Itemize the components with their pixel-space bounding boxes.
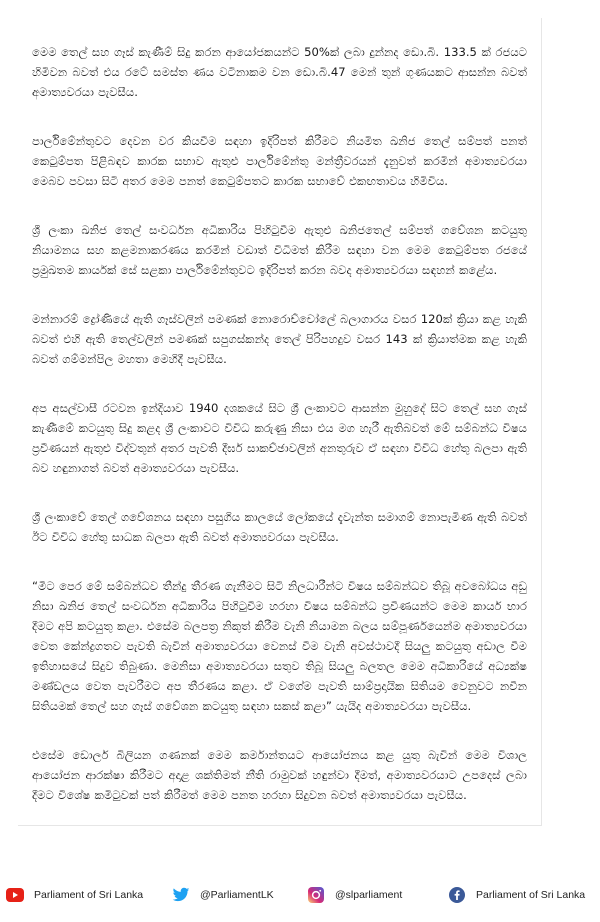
youtube-label: Parliament of Sri Lanka: [34, 889, 144, 901]
paragraph-2: පාර්ලිමේන්තුවට දෙවන වර කියවීම සඳහා ඉදිරිපත් කිරීමට නියමිත ඛනිජ තෙල් සම්පත් පනත් කෙටුම්පත පිළිබඳව කාරක සභාව ඇතුළු පාර්ලිමේන්තු මන්ත්‍රීවරයන් දැනුවත් කරමින් අමාත්‍යවරයා මෙබව පවසා සිටි අතර මෙම පනත් කෙටුම්පතට කාරක සභාවේ එකඟතාවය හිමිවිය.: [32, 134, 527, 188]
youtube-icon: [6, 886, 24, 904]
twitter-icon: [172, 886, 190, 904]
facebook-link[interactable]: [448, 880, 585, 910]
facebook-icon: [448, 886, 466, 904]
instagram-link[interactable]: [307, 880, 402, 910]
paragraph-5: අප අසල්වාසී රටවන ඉන්දියාව 1940 දශකයේ සිට ශ්‍රී ලංකාවට ආසන්න මුහුදේ සිට තෙල් සහ ගෑස් කැණීමේ කටයුතු සිදු කළද ශ්‍රී ලංකාවට විවිධ කරුණු නිසා එය මග හැරී ඇතිබවත් මේ සම්බන්ධ විෂය ප්‍රවීණයන් ඇතුළු විද්වතුන් අතර පැවති දීර්ඝ සාකච්ඡාවලින් අනතුරුව ඒ සඳහා විවිධ හේතු බලපා ඇති බව හඳුනාගත් බවත් අමාත්‍යවරයා පැවසීය.: [32, 401, 527, 475]
twitter-label: @ParliamentLK: [200, 889, 274, 901]
paragraph-3: ශ්‍රී ලංකා ඛනිජ තෙල් සංවර්ධන අධිකාරිය පිහිටුවීම ඇතුළු ඛනිජතෙල් සම්පත් ගවේශන කටයුතු නියාමනය සහ කළමනාකරණය කරමින් වඩාත් විධිමත් කිරීම සඳහා වන මෙම කෙටුම්පත රජයේ ප්‍රමුඛතම කාර්යක් සේ සළකා පාර්ලිමේන්තුවට ඉදිරිපත් කරන බවද අමාත්‍යවරයා සඳහන් කළේය.: [32, 223, 527, 277]
twitter-link[interactable]: [172, 880, 274, 910]
social-footer: [0, 880, 600, 910]
paragraph-1: මෙම තෙල් සහ ගෑස් කැණීම් සිදු කරන ආයෝජකයන්ට 50%ක් ලබා දුන්නද ඩො.බි. 133.5 ක් රජයට හිමිවන බවත් එය රටේ සමස්ත ණය වටිනාකම වන ඩො.බි.47 මෙන් තුන් ගුණයකට ආසන්න බවත් අමාත්‍යවරයා පැවසීය.: [32, 45, 527, 99]
article-body: [18, 18, 542, 826]
instagram-icon: [307, 886, 325, 904]
paragraph-6: ශ්‍රී ලංකාවේ තෙල් ගවේශනය සඳහා පසුගිය කාලයේ ලෝකයේ දැවැන්ත සමාගම් නොපැමිණ ඇති බවත් ඊට විවිධ හේතු සාධක බලපා ඇති බවත් අමාත්‍යවරයා පැවසීය.: [32, 510, 527, 544]
paragraph-4: මන්නාරම් ද්‍රෝණියේ ඇති ගෑස්වලින් පමණක් නොරොච්චෝලේ බලාගාරය වසර 120ක් ක්‍රියා කළ හැකි බවත් එහි ඇති තෙල්වලින් පමණක් සපුගස්කන්ද තෙල් පිරිපහදුව වසර 143 ක් ක්‍රියාත්මක කළ හැකි බවත් ගම්මන්පිල මහතා මෙහිදී පැවසීය.: [32, 312, 527, 366]
facebook-label: Parliament of Sri Lanka: [476, 889, 586, 901]
paragraph-7: “මීට පෙර මේ සම්බන්ධව තීන්දු තීරණ ගැනීමට සිටි නිලධාරීන්ට විෂය සම්බන්ධව තිබූ අවබෝධය අඩු නිසා ඛනිජ තෙල් සංවර්ධන අධිකාරිය පිහිටුවීම හරහා විෂය සම්බන්ධ ප්‍රවීණයන්ට මෙම කාර්ය භාර දීමට අපි කටයුතු කළා. එසේම බලපත්‍ර නිකුත් කිරීම වැනි නියාමන බලය සම්පූර්ණයෙන්ම අමාත්‍යවරයා වෙත කේන්ද්‍රගතව පැවති බැවින් අමාත්‍යවරයා වෙනස් වීම වැනි අවස්ථාවදී සියලු කටයුතු අඩාල වීම ඉතිහාසයේ සිදුව තිබුණා. මෙනිසා අමාත්‍යවරයා සතුව තිබූ සියලු බලතල මෙම අධිකාරියේ අධ්‍යක්ෂ මණ්ඩලය වෙත පැවරීමට අප තීරණය කළා. ඒ වගේම පැවති සාම්ප්‍රදායික සිතියම වෙනුවට නවීන සිතියමක් තෙල් සහ ගෑස් ගවේශන කටයුතු සඳහා සකස් කළා” යැයිද අමාත්‍යවරයා පැවසීය.: [32, 579, 527, 713]
youtube-link[interactable]: [6, 880, 143, 910]
instagram-label: @slparliament: [335, 889, 403, 901]
paragraph-8: එසේම ඩොලර් බිලියන ගණනක් මෙම කර්මාන්තයට ආයෝජනය කළ යුතු බැවින් මෙම විශාල ආයෝජන ආරක්ෂා කිරීමට අදාළ ශක්තිමත් නීති රාමුවක් හඳුන්වා දීමත්, අමාත්‍යවරයාට උපදෙස් ලබා දීමට විශේෂ කමිටුවක් පත් කිරීමත් මෙම පනත හරහා සිදුවන බවත් අමාත්‍යවරයා පැවසීය.: [32, 748, 527, 802]
